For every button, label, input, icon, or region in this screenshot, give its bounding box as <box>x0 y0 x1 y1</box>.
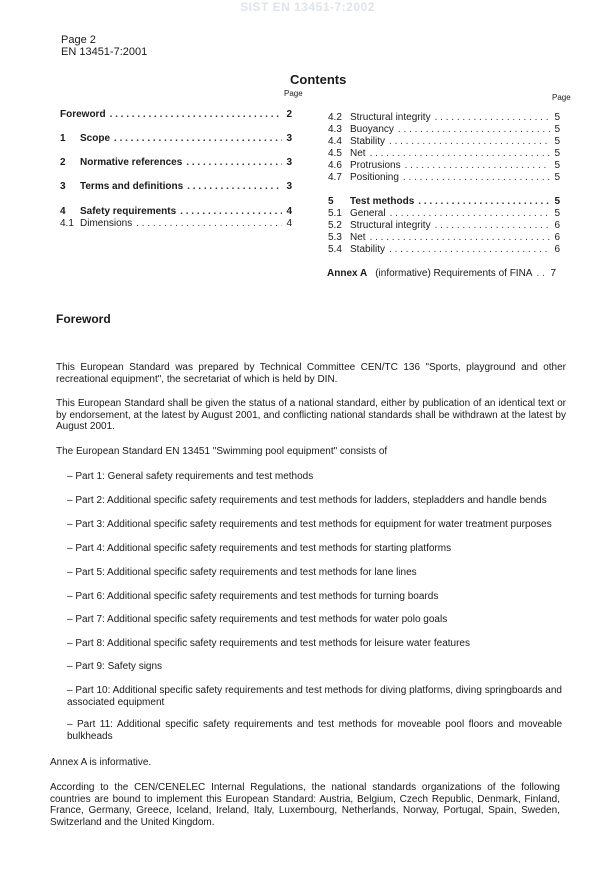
toc-leader <box>389 136 550 147</box>
foreword-paragraph-2: This European Standard shall be given the status of a national standard, either by publication of an identical text or by endorsement, at the latest by August 2001, and conflicting national standards shall be withdrawn at the latest by August 2001. <box>56 398 566 432</box>
toc-page: 5 <box>554 208 560 219</box>
toc-entry-foreword[interactable] <box>60 109 292 120</box>
toc-title: Terms and definitions <box>80 181 184 192</box>
foreword-paragraph-3: The European Standard EN 13451 "Swimming pool equipment" consists of <box>56 446 388 457</box>
toc-entry-annex-a[interactable] <box>327 268 560 279</box>
toc-leader <box>370 148 551 159</box>
part-list-item: – Part 1: General safety requirements and test methods <box>67 471 314 482</box>
foreword-paragraph-1: This European Standard was prepared by Technical Committee CEN/TC 136 "Sports, playground and other recreational equipment", the secretariat of which is held by DIN. <box>56 362 566 385</box>
toc-entry-positioning[interactable] <box>328 172 560 183</box>
toc-page: 5 <box>554 112 560 123</box>
toc-leader <box>114 133 282 144</box>
toc-page: 5 <box>554 124 560 135</box>
toc-number: 5 <box>328 196 334 207</box>
toc-leader <box>536 268 546 279</box>
toc-title: Structural integrity <box>350 112 431 123</box>
toc-title: Stability <box>350 244 386 255</box>
toc-number: 1 <box>60 133 66 144</box>
toc-leader <box>187 181 282 192</box>
toc-entry-normative-references[interactable] <box>60 157 292 168</box>
toc-entry-buoyancy[interactable] <box>328 124 560 135</box>
toc-title: Net <box>350 148 366 159</box>
toc-page: 5 <box>554 136 560 147</box>
toc-title: General <box>350 208 386 219</box>
toc-entry-stability[interactable] <box>328 136 560 147</box>
toc-page: 3 <box>286 181 292 192</box>
part-list-item: – Part 7: Additional specific safety requirements and test methods for water polo goals <box>67 614 448 625</box>
toc-leader <box>110 109 283 120</box>
toc-number: 4.6 <box>328 160 342 171</box>
toc-entry-test-structural-integrity[interactable] <box>328 220 560 231</box>
contents-page-label-right: Page <box>552 93 571 102</box>
toc-page: 5 <box>554 196 560 207</box>
part-list-item: – Part 4: Additional specific safety requirements and test methods for starting platforms <box>67 543 452 554</box>
toc-leader <box>435 220 551 231</box>
part-list-item: – Part 5: Additional specific safety requirements and test methods for lane lines <box>67 567 417 578</box>
toc-page: 7 <box>550 268 557 279</box>
part-list-item: – Part 2: Additional specific safety requirements and test methods for ladders, stepladders and handle bends <box>67 495 547 506</box>
toc-number: 5.3 <box>328 232 342 243</box>
toc-leader <box>403 172 551 183</box>
toc-title: Protrusions <box>350 160 401 171</box>
toc-entry-general[interactable] <box>328 208 560 219</box>
toc-entry-protrusions[interactable] <box>328 160 560 171</box>
contents-title: Contents <box>290 72 347 87</box>
toc-title: Normative references <box>80 157 183 168</box>
toc-entry-terms-definitions[interactable] <box>60 181 292 192</box>
toc-entry-net[interactable] <box>328 148 560 159</box>
toc-title: Foreword <box>60 109 106 120</box>
toc-page: 6 <box>554 220 560 231</box>
toc-leader <box>389 244 550 255</box>
toc-page: 2 <box>286 109 292 120</box>
toc-entry-scope[interactable] <box>60 133 292 144</box>
toc-entry-test-stability[interactable] <box>328 244 560 255</box>
toc-title: Structural integrity <box>350 220 431 231</box>
toc-number: 5.4 <box>328 244 342 255</box>
toc-title: Safety requirements <box>80 206 177 217</box>
toc-leader <box>186 157 282 168</box>
toc-title: (informative) Requirements of FINA <box>375 268 533 279</box>
toc-entry-test-net[interactable] <box>328 232 560 243</box>
toc-number: 5.1 <box>328 208 342 219</box>
toc-title: Net <box>350 232 366 243</box>
document-id: EN 13451-7:2001 <box>61 46 148 58</box>
toc-number: 4.5 <box>328 148 342 159</box>
page-number: Page 2 <box>61 34 96 46</box>
toc-page: 3 <box>286 157 292 168</box>
part-list-item: – Part 11: Additional specific safety requirements and test methods for moveable pool floors and moveable bulkheads <box>67 719 562 742</box>
toc-page: 4 <box>286 206 292 217</box>
part-list-item: – Part 8: Additional specific safety requirements and test methods for leisure water features <box>67 638 470 649</box>
toc-entry-dimensions[interactable] <box>60 218 292 229</box>
toc-page: 5 <box>554 148 560 159</box>
toc-number: 4 <box>60 206 66 217</box>
toc-page: 5 <box>554 160 560 171</box>
toc-leader <box>435 112 551 123</box>
toc-page: 6 <box>554 244 560 255</box>
toc-title: Buoyancy <box>350 124 394 135</box>
toc-leader <box>136 218 282 229</box>
foreword-heading: Foreword <box>56 312 111 326</box>
part-list-item: – Part 3: Additional specific safety requirements and test methods for equipment for water treatment purposes <box>67 519 552 530</box>
toc-entry-safety-requirements[interactable] <box>60 206 292 217</box>
toc-number: 5.2 <box>328 220 342 231</box>
toc-leader <box>398 124 551 135</box>
watermark: SIST EN 13451-7:2002 <box>240 0 375 14</box>
toc-number: 3 <box>60 181 66 192</box>
toc-number: 2 <box>60 157 66 168</box>
toc-number: 4.1 <box>60 218 74 229</box>
toc-annex-label: Annex A <box>327 268 368 279</box>
toc-leader <box>370 232 551 243</box>
contents-page-label-left: Page <box>284 89 303 98</box>
toc-page: 4 <box>286 218 292 229</box>
toc-page: 3 <box>286 133 292 144</box>
toc-title: Test methods <box>350 196 415 207</box>
toc-title: Scope <box>80 133 111 144</box>
toc-entry-test-methods[interactable] <box>328 196 560 207</box>
toc-number: 4.2 <box>328 112 342 123</box>
toc-leader <box>418 196 550 207</box>
toc-leader <box>405 160 551 171</box>
toc-page: 6 <box>554 232 560 243</box>
toc-number: 4.4 <box>328 136 342 147</box>
part-list-item: – Part 6: Additional specific safety requirements and test methods for turning boards <box>67 591 439 602</box>
toc-entry-structural-integrity[interactable] <box>328 112 560 123</box>
toc-title: Positioning <box>350 172 399 183</box>
toc-number: 4.3 <box>328 124 342 135</box>
annex-note: Annex A is informative. <box>50 757 152 768</box>
toc-leader <box>390 208 551 219</box>
part-list-item: – Part 10: Additional specific safety requirements and test methods for diving platforms, diving springboards and associated equipment <box>67 685 562 708</box>
toc-number: 4.7 <box>328 172 342 183</box>
toc-title: Dimensions <box>80 218 133 229</box>
toc-title: Stability <box>350 136 386 147</box>
toc-page: 5 <box>554 172 560 183</box>
foreword-paragraph-4: According to the CEN/CENELEC Internal Regulations, the national standards organizations of the following countries are bound to implement this European Standard: Austria, Belgium, Czech Republic, Denmark, Finland, France, Germany, Greece, Iceland, Ireland, Italy, Luxembourg, Netherlands, Norway, Portugal, Spain, Sweden, Switzerland and the United Kingdom. <box>50 782 560 828</box>
part-list-item: – Part 9: Safety signs <box>67 661 163 672</box>
toc-leader <box>180 206 282 217</box>
